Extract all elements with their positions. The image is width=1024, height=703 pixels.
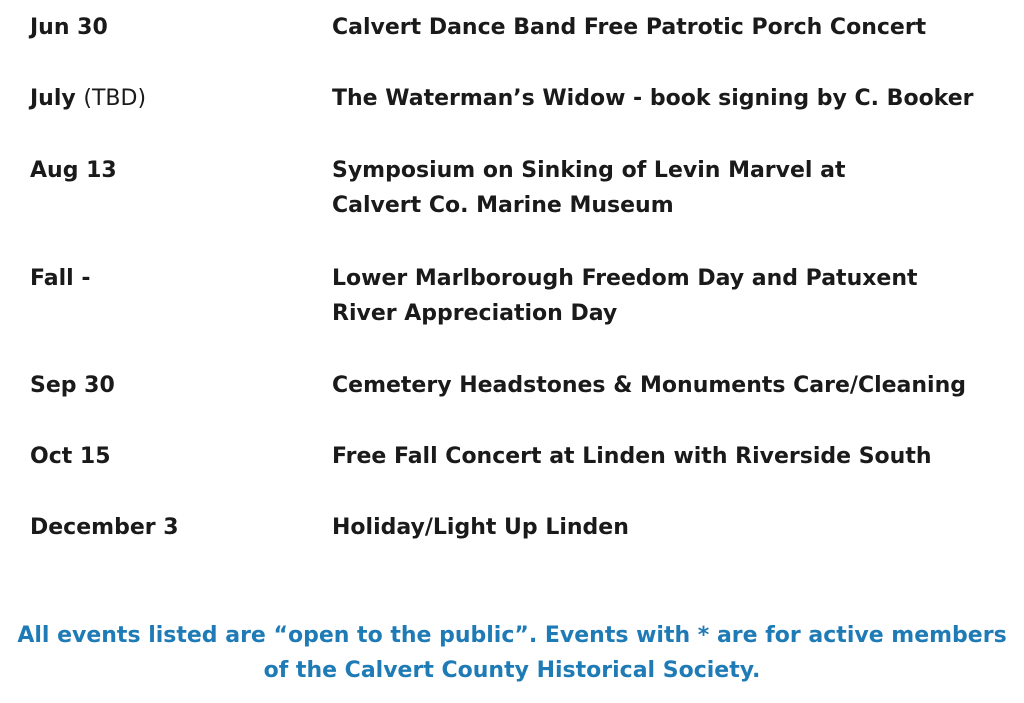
event-title: [332, 439, 1000, 474]
event-title: [332, 81, 1000, 116]
event-title: [332, 153, 1000, 223]
event-date: [30, 439, 111, 474]
event-title: [332, 368, 1000, 403]
event-title: [332, 10, 1000, 45]
event-date-text: Jun 30: [30, 15, 108, 40]
event-date: [30, 81, 146, 116]
event-date-text: Aug 13: [30, 158, 117, 183]
event-title-line: Holiday/Light Up Linden: [332, 515, 629, 540]
event-title-line: The Waterman’s Widow - book signing by C. Booker: [332, 86, 974, 111]
event-date-text: Sep 30: [30, 373, 115, 398]
event-title-line: Lower Marlborough Freedom Day and Patuxent: [332, 266, 918, 291]
event-title-line: Cemetery Headstones & Monuments Care/Cleaning: [332, 373, 967, 398]
event-date: [30, 368, 115, 403]
event-date-text: Oct 15: [30, 444, 111, 469]
event-title: [332, 261, 1000, 331]
footer-notice-line: of the Calvert County Historical Society.: [263, 658, 761, 683]
event-date: [30, 153, 117, 188]
event-title-line: Calvert Co. Marine Museum: [332, 193, 674, 218]
footer-notice: [0, 618, 1024, 688]
event-title: [332, 510, 1000, 545]
event-date: [30, 10, 108, 45]
event-title-line: Calvert Dance Band Free Patrotic Porch Concert: [332, 15, 927, 40]
event-title-line: River Appreciation Day: [332, 301, 618, 326]
event-date: [30, 510, 179, 545]
event-date-text: Fall -: [30, 266, 91, 291]
event-date-note: (TBD): [83, 86, 147, 111]
event-date: [30, 261, 90, 296]
event-date-text: December 3: [30, 515, 179, 540]
event-title-line: Free Fall Concert at Linden with Riverside South: [332, 444, 932, 469]
event-title-line: Symposium on Sinking of Levin Marvel at: [332, 158, 846, 183]
footer-notice-line: All events listed are “open to the public”. Events with * are for active members: [17, 623, 1007, 648]
event-date-text: July: [30, 86, 76, 111]
